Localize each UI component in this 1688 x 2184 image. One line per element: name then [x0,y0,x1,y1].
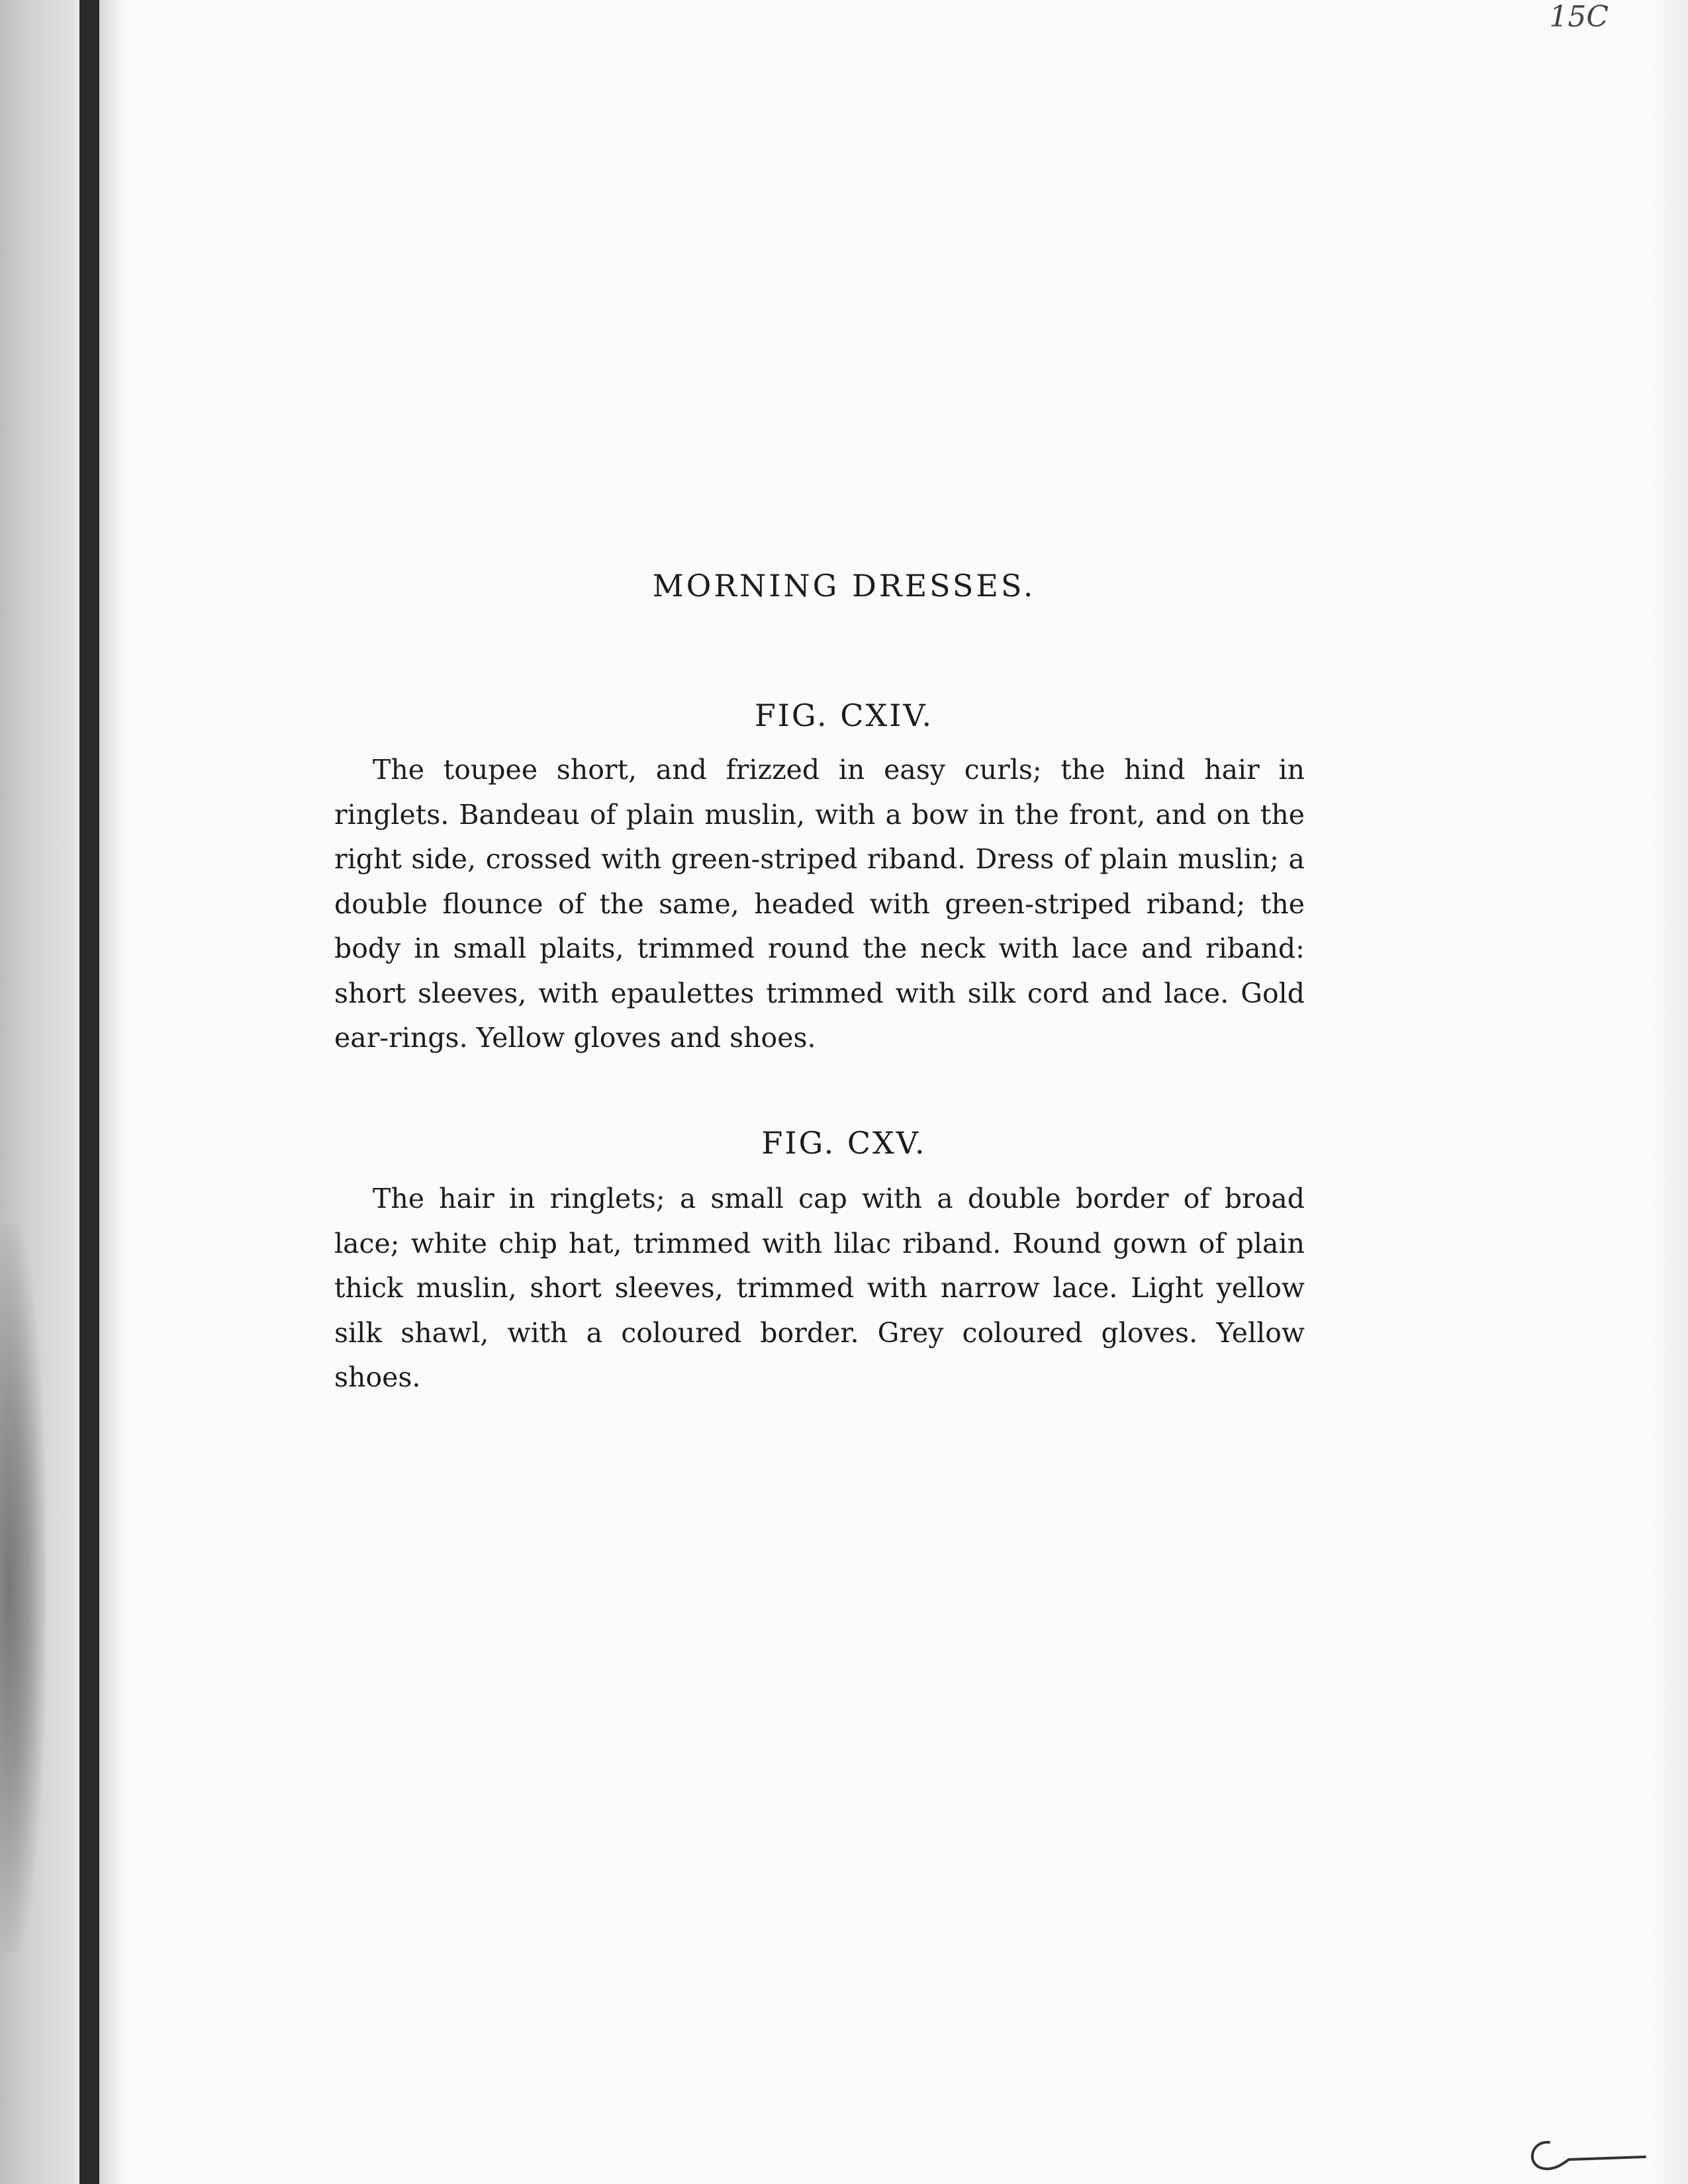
fig-cxiv-description: The toupee short, and frizzed in easy curls; the hind hair in ringlets. Bandeau of plain muslin, with a bow in the front, and on the right side, crossed with green-striped riband. Dress of plain muslin; a double flounce of the same, headed with green-striped riband; the body in small plaits, trimmed round the neck with lace and riband: short sleeves, with epaulettes trimmed with silk cord and lace. Gold ear-rings. Yellow gloves and shoes. [334,754,1305,1054]
pencil-mark-icon [1523,2134,1648,2174]
page-title: MORNING DRESSES. [652,568,1036,604]
right-edge-shadow [1648,0,1688,2184]
edge-stain [0,1224,46,1952]
page-corner-mark: 15C [1549,0,1609,34]
fig-cxv-heading: FIG. CXV. [761,1125,927,1161]
binding-line [79,0,99,2184]
fig-cxiv-heading: FIG. CXIV. [754,698,934,733]
binding-shadow [99,0,126,2184]
fig-cxv-description: The hair in ringlets; a small cap with a double border of broad lace; white chip hat, trimmed with lilac riband. Round gown of plain thick muslin, short sleeves, trimmed with narrow lace. Light yellow silk shawl, with a coloured border. Grey coloured gloves. Yellow shoes. [334,1183,1305,1393]
